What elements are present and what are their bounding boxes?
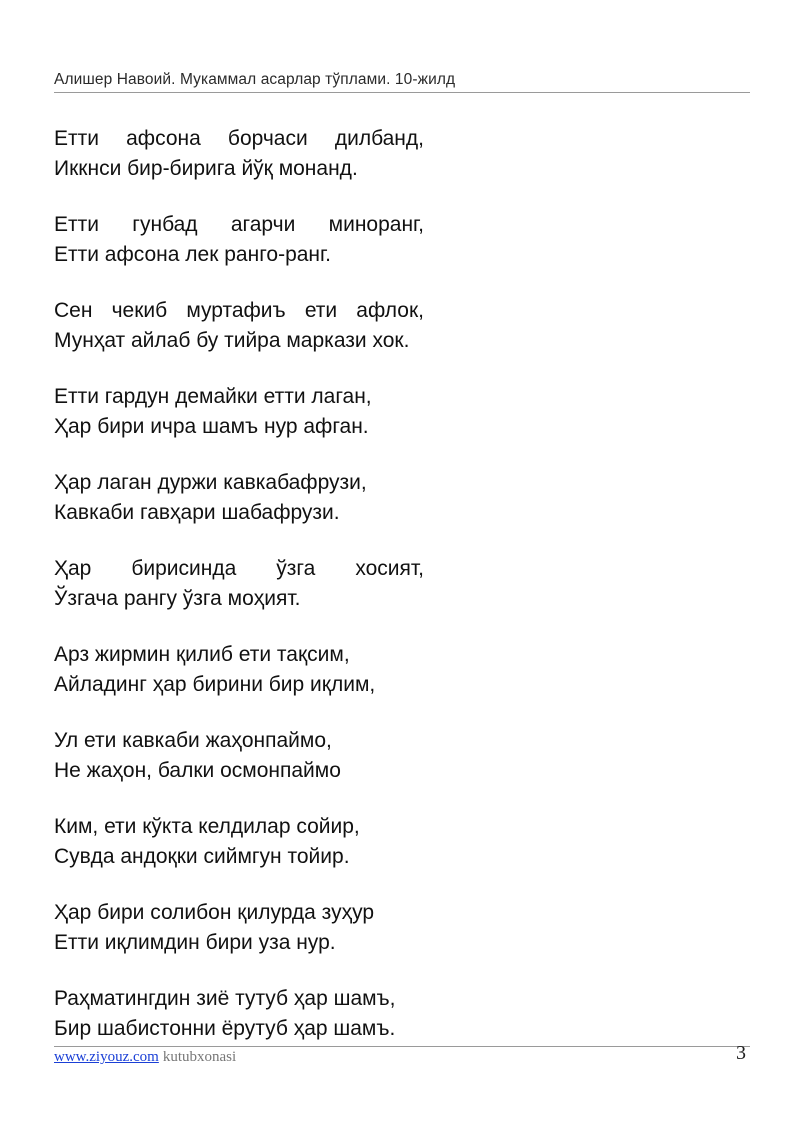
stanza-1 bbox=[54, 124, 424, 210]
stanza-7 bbox=[54, 640, 424, 726]
poem-line: Мунҳат айлаб бу тийра маркази хок. bbox=[54, 329, 410, 352]
header-divider bbox=[54, 92, 750, 93]
poem-line: Ҳар бири солибон қилурда зуҳур bbox=[54, 901, 375, 924]
poem-line: Етти гунбад агарчи миноранг, bbox=[54, 213, 424, 236]
poem-line: Ўзгача рангу ўзга моҳият. bbox=[54, 587, 301, 610]
source-link[interactable]: www.ziyouz.com bbox=[54, 1049, 159, 1065]
poem-line: Ҳар бири ичра шамъ нур афган. bbox=[54, 415, 369, 438]
poem-line: Арз жирмин қилиб ети тақсим, bbox=[54, 643, 350, 666]
poem-line: Иккнси бир-бирига йўқ монанд. bbox=[54, 157, 358, 180]
poem-line: Етти гардун демайки етти лаган, bbox=[54, 385, 372, 408]
poem-line: Айладинг ҳар бирини бир иқлим, bbox=[54, 673, 376, 696]
poem-line: Раҳматингдин зиё тутуб ҳар шамъ, bbox=[54, 987, 396, 1010]
page-footer bbox=[54, 1042, 750, 1068]
poem-line: Бир шабистонни ёрутуб ҳар шамъ. bbox=[54, 1017, 396, 1040]
stanza-2 bbox=[54, 210, 424, 296]
poem-line: Сен чекиб муртафиъ ети афлок, bbox=[54, 299, 424, 322]
poem-line: Сувда андоқки сиймгун тойир. bbox=[54, 845, 350, 868]
stanza-9 bbox=[54, 812, 424, 898]
page-number: 3 bbox=[736, 1042, 746, 1064]
stanza-8 bbox=[54, 726, 424, 812]
poem-line: Кавкаби гавҳари шабафрузи. bbox=[54, 501, 340, 524]
poem-line: Етти афсона лек ранго-ранг. bbox=[54, 243, 331, 266]
poem-line: Ҳар лаган дуржи кавкабафрузи, bbox=[54, 471, 367, 494]
poem-body bbox=[54, 124, 424, 1070]
stanza-6 bbox=[54, 554, 424, 640]
stanza-3 bbox=[54, 296, 424, 382]
poem-line: Ҳар бирисинда ўзга хосият, bbox=[54, 557, 424, 580]
poem-line: Етти афсона борчаси дилбанд, bbox=[54, 127, 424, 150]
poem-line: Не жаҳон, балки осмонпаймо bbox=[54, 759, 341, 782]
poem-line: Етти иқлимдин бири уза нур. bbox=[54, 931, 336, 954]
poem-line: Ким, ети кўкта келдилар сойир, bbox=[54, 815, 360, 838]
stanza-4 bbox=[54, 382, 424, 468]
source-suffix: kutubxonasi bbox=[162, 1049, 237, 1065]
running-header: Алишер Навоий. Мукаммал асарлар тўплами. 10-жилд bbox=[54, 71, 456, 88]
stanza-10 bbox=[54, 898, 424, 984]
footer-divider bbox=[54, 1046, 750, 1047]
stanza-5 bbox=[54, 468, 424, 554]
poem-line: Ул ети кавкаби жаҳонпаймо, bbox=[54, 729, 332, 752]
